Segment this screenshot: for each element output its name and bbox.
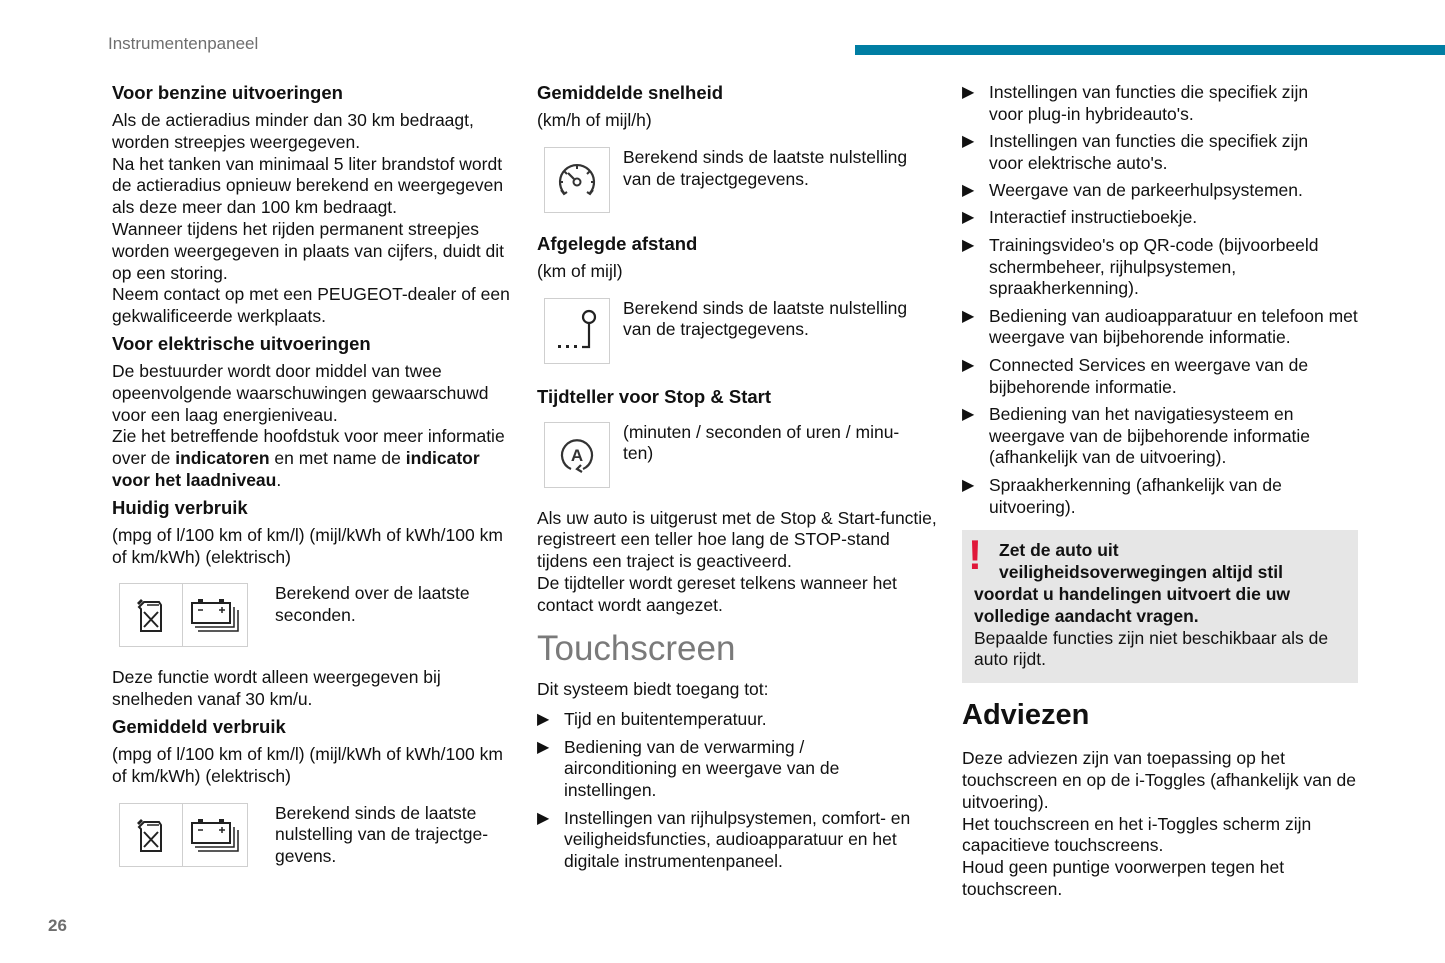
warning-text: Bepaalde functies zijn niet beschikbaar als de auto rijdt. — [974, 627, 1329, 670]
header-accent-bar — [855, 45, 1445, 55]
list-item: ▶ Connected Services en weergave van de bijbehorende informatie. — [962, 354, 1309, 397]
stop-start-icon-text: (minuten / seconden of uren / minu-ten) — [623, 421, 900, 464]
svg-text:A: A — [570, 445, 584, 465]
column-3 — [962, 82, 1358, 901]
heading-distance: Afgelegde afstand — [537, 232, 698, 254]
fuel-can-icon — [119, 803, 183, 867]
list-item: ▶ Trainingsvideo's op QR-code (bijvoorbeeld schermbeheer, rijhulpsystemen, spraakherkenning). — [962, 234, 1319, 299]
bullet-triangle-icon: ▶ — [962, 307, 975, 325]
average-speed-icon-text: Berekend sinds de laatste nulstelling van de trajectgegevens. — [623, 146, 908, 189]
list-item: ▶ Instellingen van functies die specifiek zijn voor plug-in hybrideauto's. — [962, 82, 1309, 124]
list-item: ▶ Bediening van het navigatiesysteem en weergave van de bijbehorende informatie (afhankelijk van de uitvoering). — [962, 403, 1311, 468]
heading-benzine: Voor benzine uitvoeringen — [112, 82, 343, 103]
average-speed-icon-row — [544, 147, 937, 213]
link-indicatoren: indicatoren — [175, 448, 270, 469]
current-consumption-note: Deze functie wordt alleen weergegeven bij snelheden vanaf 30 km/u. — [112, 667, 441, 710]
advice-text-3: Houd geen puntige voorwerpen tegen het touchscreen. — [962, 857, 1285, 899]
bullet-triangle-icon: ▶ — [962, 182, 975, 200]
heading-advice: Adviezen — [962, 699, 1090, 732]
heading-stop-start: Tijdteller voor Stop & Start — [537, 385, 772, 407]
current-consumption-icon-row — [119, 583, 512, 647]
battery-icon — [183, 583, 248, 647]
benzine-text-1: Als de actieradius minder dan 30 km bedraagt, worden streepjes weergegeven. — [112, 110, 474, 152]
speedometer-icon — [544, 147, 610, 213]
heading-average-consumption: Gemiddeld verbruik — [112, 715, 286, 737]
distance-pin-icon — [544, 298, 610, 364]
list-item: ▶ Instellingen van rijhulpsystemen, comfort- en veiligheidsfuncties, audioapparatuur en het digitale instrumentenpaneel. — [537, 807, 911, 872]
list-item: ▶ Weergave van de parkeerhulpsystemen. — [962, 180, 1303, 201]
column-2 — [537, 82, 937, 873]
list-item: ▶ Instellingen van functies die specifiek zijn voor elektrische auto's. — [962, 131, 1309, 173]
list-item: ▶ Tijd en buitentemperatuur. — [537, 709, 767, 730]
bullet-triangle-icon: ▶ — [962, 209, 975, 227]
stop-start-body-1: Als uw auto is uitgerust met de Stop & Start-functie, registreert een teller hoe lang de STOP-stand tijdens een traject is geactiveerd. — [537, 507, 937, 572]
bullet-triangle-icon: ▶ — [962, 84, 975, 101]
bullet-triangle-icon: ▶ — [962, 236, 975, 254]
touchscreen-list-continued — [962, 82, 1358, 518]
bullet-triangle-icon: ▶ — [537, 711, 550, 729]
list-item: ▶ Bediening van de verwarming / airconditioning en weergave van de instellingen. — [537, 736, 840, 801]
average-consumption-units: (mpg of l/100 km of km/l) (mijl/kWh of kWh/100 km of km/kWh) (elektrisch) — [112, 743, 503, 786]
column-1 — [112, 82, 512, 868]
stop-start-body-2: De tijdteller wordt gereset telkens wanneer het contact wordt aangezet. — [537, 572, 897, 615]
warning-bold-text: Zet de auto uit veiligheidsoverwegingen altijd stil voordat u handelingen uitvoert die uw volledige aandacht vragen. — [974, 540, 1290, 626]
distance-icon-row — [544, 298, 937, 364]
electric-text-2: Zie het betreffende hoofdstuk voor meer informatie over de indicatoren en met name de indicator voor het laadniveau. — [112, 426, 505, 490]
page-number: 26 — [48, 916, 67, 935]
advice-text-1: Deze adviezen zijn van toepassing op het touchscreen en op de i-Toggles (afhankelijk van de uitvoering). — [962, 748, 1356, 812]
heading-electric: Voor elektrische uitvoeringen — [112, 332, 371, 354]
stop-start-icon-row — [544, 422, 937, 488]
bullet-triangle-icon: ▶ — [962, 405, 975, 423]
touchscreen-list — [537, 709, 937, 873]
average-consumption-icon-text: Berekend sinds de laatste nulstelling van de trajectge-gevens. — [275, 802, 489, 867]
bullet-triangle-icon: ▶ — [537, 809, 550, 827]
distance-icon-text: Berekend sinds de laatste nulstelling van de trajectgegevens. — [623, 297, 908, 340]
heading-touchscreen: Touchscreen — [537, 628, 736, 668]
heading-current-consumption: Huidig verbruik — [112, 496, 248, 518]
benzine-text-4: Neem contact op met een PEUGEOT-dealer of een gekwalificeerde werkplaats. — [112, 284, 510, 327]
benzine-text-2: Na het tanken van minimaal 5 liter brandstof wordt de actieradius opnieuw berekend en weergegeven als deze meer dan 100 km bedraagt. — [112, 153, 504, 218]
bullet-triangle-icon: ▶ — [962, 476, 975, 494]
battery-icon — [183, 803, 248, 867]
bullet-triangle-icon: ▶ — [537, 738, 550, 756]
list-item: ▶ Bediening van audioapparatuur en telefoon met weergave van bijbehorende informatie. — [962, 305, 1358, 348]
bullet-triangle-icon: ▶ — [962, 133, 975, 151]
list-item: ▶ Spraakherkenning (afhankelijk van de uitvoering). — [962, 474, 1282, 517]
list-item: ▶ Interactief instructieboekje. — [962, 207, 1198, 228]
touchscreen-intro: Dit systeem biedt toegang tot: — [537, 678, 769, 699]
average-speed-units: (km/h of mijl/h) — [537, 110, 652, 130]
advice-text-2: Het touchscreen en het i-Toggles scherm zijn capacitieve touchscreens. — [962, 813, 1312, 856]
bullet-triangle-icon: ▶ — [962, 356, 975, 374]
electric-text-1: De bestuurder wordt door middel van twee opeenvolgende waarschuwingen gewaarschuwd voor een laag energieniveau. — [112, 360, 489, 425]
benzine-text-3: Wanneer tijdens het rijden permanent streepjes worden weergegeven in plaats van cijfers, duidt dit op een storing. — [112, 218, 505, 283]
distance-units: (km of mijl) — [537, 260, 623, 281]
section-title: Instrumentenpaneel — [108, 34, 259, 53]
average-consumption-icon-row — [119, 803, 512, 868]
fuel-can-icon — [119, 583, 183, 647]
warning-box — [962, 530, 1358, 683]
current-consumption-units: (mpg of l/100 km of km/l) (mijl/kWh of kWh/100 km of km/kWh) (elektrisch) — [112, 524, 503, 567]
stop-start-icon — [544, 422, 610, 488]
exclamation-icon: ! — [968, 531, 982, 579]
current-consumption-icon-text: Berekend over de laatste seconden. — [275, 583, 470, 626]
link-laadniveau: indicator voor het laadniveau — [112, 448, 480, 490]
heading-average-speed: Gemiddelde snelheid — [537, 82, 724, 103]
